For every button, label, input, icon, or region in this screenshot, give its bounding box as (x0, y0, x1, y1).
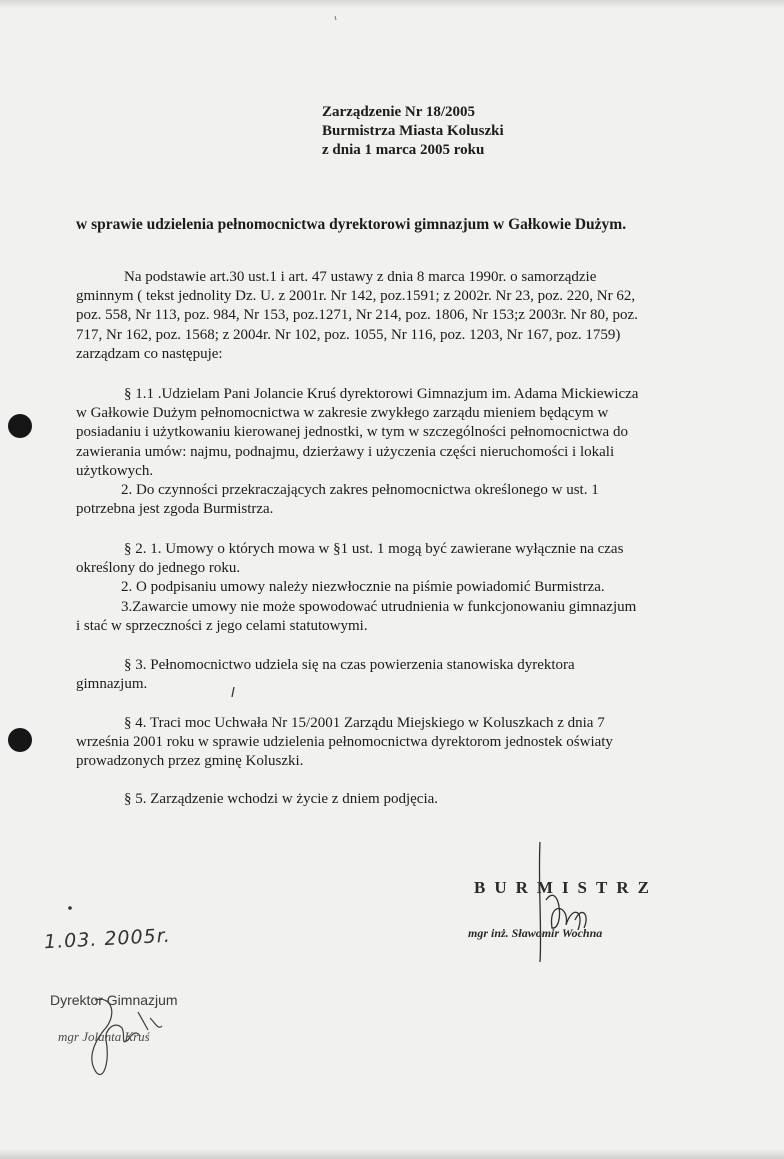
mayor-signature (539, 842, 586, 962)
preamble-line: zarządzam co następuje: (76, 345, 223, 362)
section-1-line: § 1.1 .Udzielam Pani Jolancie Kruś dyrektorowi Gimnazjum im. Adama Mickiewicza (124, 386, 639, 402)
mayor-stamp-title: BURMISTRZ (474, 878, 658, 897)
section-1-line: zawierania umów: najmu, podnajmu, dzierżawy i użyczenia części nieruchomości i lokali (76, 443, 615, 460)
stray-mark (68, 906, 72, 910)
section-3-line: § 3. Pełnomocnictwo udziela się na czas powierzenia stanowiska dyrektora (124, 657, 575, 673)
mayor-stamp-name: mgr inż. Sławomir Wochna (468, 926, 603, 940)
section-4-line: prowadzonych przez gminę Koluszki. (76, 753, 304, 770)
section-2-line: 2. O podpisaniu umowy należy niezwłocznie na piśmie powiadomić Burmistrza. (121, 579, 605, 596)
section-2-line: 3.Zawarcie umowy nie może spowodować utrudnienia w funkcjonowaniu gimnazjum (121, 598, 637, 615)
issue-date: z dnia 1 marca 2005 roku (322, 142, 485, 158)
director-stamp-title: Dyrektor Gimnazjum (50, 992, 178, 1008)
preamble-line: 717, Nr 162, poz. 1568; z 2004r. Nr 102, poz. 1055, Nr 116, poz. 1203, Nr 167, poz. 1759) (76, 326, 621, 343)
preamble-line: gminnym ( tekst jednolity Dz. U. z 2001r. Nr 142, poz.1591; z 2002r. Nr 23, poz. 220, Nr 62, (76, 288, 636, 305)
subject-line: w sprawie udzielenia pełnomocnictwa dyrektorowi gimnazjum w Gałkowie Dużym. (76, 216, 627, 233)
section-4-line: września 2001 roku w sprawie udzielenia pełnomocnictwa dyrektorom jednostek oświaty (76, 734, 613, 751)
section-4-line: § 4. Traci moc Uchwała Nr 15/2001 Zarządu Miejskiego w Koluszkach z dnia 7 (124, 715, 605, 731)
stray-mark (335, 16, 336, 20)
director-stamp-name: mgr Jolanta Kruś (58, 1029, 150, 1044)
section-1-line: w Gałkowie Dużym pełnomocnictwa w zakresie zwykłego zarządu mieniem będącym w (76, 405, 609, 422)
handwritten-date: 1.03. 2005r. (43, 924, 172, 954)
director-signature (92, 999, 162, 1074)
preamble-line: Na podstawie art.30 ust.1 i art. 47 ustawy z dnia 8 marca 1990r. o samorządzie (124, 269, 597, 285)
stray-mark (232, 687, 234, 697)
section-1-line: 2. Do czynności przekraczających zakres pełnomocnictwa określonego w ust. 1 (121, 482, 599, 499)
section-2-line: i stać w sprzeczności z jego celami statutowymi. (76, 617, 368, 634)
section-1-line: użytkowych. (76, 462, 154, 479)
section-5-line: § 5. Zarządzenie wchodzi w życie z dniem podjęcia. (124, 791, 439, 807)
ordinance-number: Zarządzenie Nr 18/2005 (322, 104, 476, 120)
section-2-line: określony do jednego roku. (76, 560, 241, 577)
issuing-authority: Burmistrza Miasta Koluszki (322, 123, 504, 139)
preamble-line: poz. 558, Nr 113, poz. 984, Nr 153, poz.1271, Nr 214, poz. 1806, Nr 153;z 2003r. Nr 80, poz. (76, 307, 638, 324)
section-1-line: potrzebna jest zgoda Burmistrza. (76, 501, 274, 518)
section-2-line: § 2. 1. Umowy o których mowa w §1 ust. 1 mogą być zawierane wyłącznie na czas (124, 541, 624, 557)
section-3-line: gimnazjum. (76, 676, 148, 693)
section-1-line: posiadaniu i użytkowaniu kierowanej jednostki, w tym w szczególności pełnomocnictwa do (76, 424, 628, 441)
